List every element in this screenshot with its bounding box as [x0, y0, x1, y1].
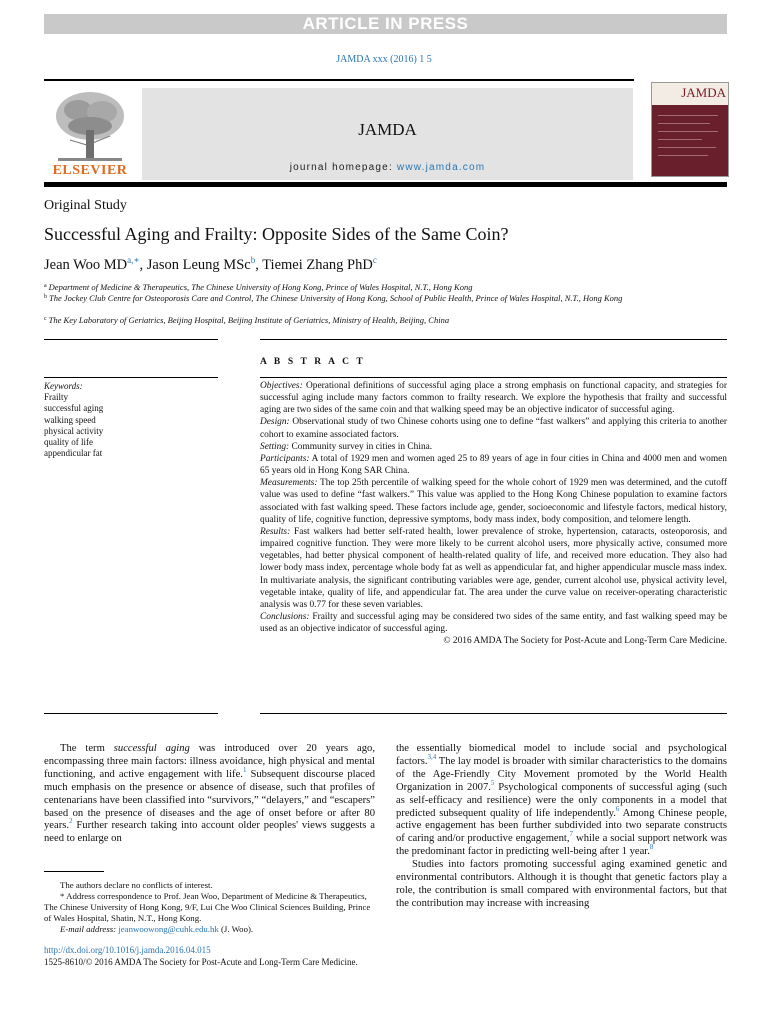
abstract-section	[260, 477, 727, 526]
keyword[interactable]: Frailty	[44, 392, 68, 402]
homepage-label: journal homepage:	[289, 162, 397, 173]
author-separator: ,	[139, 257, 147, 273]
abstract-heading: A B S T R A C T	[260, 357, 366, 367]
body-text: was introduced over 20 years ago, encompassing three main factors: illness avoidance, high physical and mental functioning, and active engagement with life.	[44, 743, 376, 780]
author-affiliation-mark[interactable]: a,∗	[127, 255, 140, 265]
author-name: Jean Woo MD	[44, 257, 128, 273]
doi-link[interactable]: http://dx.doi.org/10.1016/j.jamda.2016.04.015	[44, 945, 211, 955]
abstract-copyright: © 2016 AMDA The Society for Post-Acute and Long-Term Care Medicine.	[443, 636, 727, 647]
footnote-conflicts: The authors declare no conflicts of interest.	[60, 880, 213, 890]
abstract-body	[260, 380, 727, 647]
reference-link[interactable]: 8	[649, 843, 654, 852]
abstract-text: Frailty and successful aging may be considered two sides of the same entity, and fast walking speed may be used as an objective indicator of successful aging.	[260, 611, 727, 635]
footnote-address: * Address correspondence to Prof. Jean Woo, Department of Medicine & Therapeutics, The Chinese University of Hong Kong, 9/F, Lui Che Woo Clinical Sciences Building, Prince of Wales Hospital, Shatin, N.T., Hong Kong.	[44, 891, 371, 923]
email-suffix: (J. Woo).	[218, 924, 254, 934]
abstract-label: Measurements:	[260, 478, 318, 489]
abstract-section	[260, 526, 727, 611]
abstract-rule	[260, 377, 727, 378]
affiliation-mark: b	[44, 294, 47, 300]
body-text: while a social support network was the predominant factor in predicting well-being after 1 year.	[396, 833, 727, 858]
article-type: Original Study	[44, 198, 127, 213]
abstract-label: Results:	[260, 526, 291, 537]
body-column-right	[396, 743, 727, 911]
publisher-name: ELSEVIER	[52, 163, 128, 178]
issn-copyright: 1525-8610/© 2016 AMDA The Society for Post-Acute and Long-Term Care Medicine.	[44, 957, 358, 967]
journal-citation: JAMDA xxx (2016) 1 5	[336, 54, 432, 65]
body-paragraph: Studies into factors promoting successful aging examined genetic and environmental contributors. Although it is thought that genetic factors play a role, the contribution is small compared with environmental factors, but that the contribution may increase with increasing	[396, 859, 727, 909]
abstract-text: The top 25th percentile of walking speed for the whole cohort of 1929 men was determined, and the cutoff value was used to define “fast walkers.” This value was applied to the Hong Kong Chinese population to examine factors associated with fast walking speed. These factors include age, gender, socioeconomic and lifestyle factors, medical history, quality of life, cognitive function, depressive symptoms, body mass index, body composition, and telomere length.	[260, 478, 727, 525]
reference-link[interactable]: 3,4	[427, 752, 437, 761]
abstract-text: Observational study of two Chinese cohorts using one to define “fast walkers” and applying this criteria to another cohort to examine associated factors.	[260, 417, 727, 440]
keywords-rule	[44, 377, 218, 378]
author-separator: ,	[255, 257, 263, 273]
abstract-section	[260, 380, 727, 416]
abstract-label: Objectives:	[260, 381, 303, 391]
cover-text-line	[658, 139, 702, 140]
author-list	[44, 255, 377, 274]
footnotes	[44, 880, 375, 935]
author-affiliation-mark[interactable]: c	[372, 255, 377, 265]
abstract-label: Conclusions:	[260, 611, 310, 622]
affiliation-mark: c	[44, 316, 47, 322]
affiliation-mark: a	[44, 283, 47, 289]
affiliation-text: The Key Laboratory of Geriatrics, Beijing Hospital, Beijing Institute of Geriatrics, Ministry of Health, Beijing, China	[48, 315, 450, 325]
body-left-rule	[44, 713, 218, 714]
reference-link[interactable]: 2	[69, 817, 73, 826]
body-text: Further research taking into account older peoples' views suggests a need to enlarge on	[44, 820, 375, 845]
body-text: the essentially biomedical model to include social and psychological factors.	[396, 743, 727, 767]
homepage-link[interactable]: www.jamda.com	[396, 162, 486, 173]
affiliation	[44, 292, 644, 304]
abstract-section	[260, 441, 727, 453]
cover-text-line	[658, 131, 718, 132]
article-in-press-banner: ARTICLE IN PRESS	[44, 14, 727, 34]
author-name: Tiemei Zhang PhD	[262, 257, 373, 273]
abstract-top-rule	[260, 339, 727, 340]
footnote-rule	[44, 871, 104, 872]
body-text: The term	[60, 743, 114, 754]
keywords-list	[44, 392, 103, 460]
keyword[interactable]: appendicular fat	[44, 448, 103, 459]
keyword[interactable]: quality of life	[44, 437, 93, 448]
header-rule	[44, 79, 634, 81]
abstract-section	[260, 453, 727, 477]
cover-text-line	[658, 147, 716, 148]
reference-link[interactable]: 1	[242, 765, 247, 774]
body-column-left	[44, 743, 375, 846]
body-right-rule	[260, 713, 727, 714]
affiliation-text: Department of Medicine & Therapeutics, The Chinese University of Hong Kong, Prince of Wales Hospital, N.T., Hong Kong	[48, 282, 473, 292]
abstract-label: Setting:	[260, 441, 290, 452]
reference-link[interactable]: 6	[615, 804, 620, 813]
journal-title: JAMDA	[358, 120, 417, 139]
body-text: Subsequent discourse placed much emphasis on the presence or absence of disease, such that profiles of centenarians have been classified into “survivors,” “delayers,” and “escapers” based on the presence of diseases and the age of onset before or after 80 years.	[44, 768, 375, 832]
abstract-text: Fast walkers had better self-rated health, lower prevalence of stroke, hypertension, cataracts, osteoporosis, and impaired cognitive function. They were more likely to be current alcohol users, more physically active, consumed more vegetables, had better physical component of health-related quality of life, and received more education. They also had lower body mass index, percentage whole body fat as well as appendicular fat, and higher appendicular muscle mass index. In multivariate analysis, the significant contributing variables were age, gender, current alcohol use, physical activity level, vegetable intake, quality of life, and appendicular fat. The area under the curve value on receiver-operating characteristic analysis was 0.77 for these seven variables.	[260, 526, 727, 610]
abstract-section	[260, 416, 727, 440]
cover-text-line	[658, 155, 708, 156]
body-emphasis: successful aging	[113, 743, 190, 754]
journal-homepage	[142, 162, 633, 173]
cover-text-line	[658, 115, 718, 116]
header-thick-rule	[44, 182, 727, 187]
reference-link[interactable]: 7	[569, 830, 574, 839]
body-text: Among Chinese people, active engagement has been further subdivided into two separate constructs of caring and/or productive engagement,	[396, 807, 727, 845]
author-affiliation-mark[interactable]: b	[250, 255, 256, 265]
abstract-text: Community survey in cities in China.	[289, 441, 433, 452]
abstract-label: Design:	[260, 417, 290, 428]
abstract-section	[260, 611, 727, 635]
email-label: E-mail address:	[60, 924, 117, 934]
affiliation	[44, 314, 644, 326]
reference-link[interactable]: 5	[490, 778, 495, 787]
body-paragraph	[44, 743, 375, 846]
keyword[interactable]: walking speed	[44, 414, 96, 425]
keyword[interactable]: physical activity	[44, 425, 104, 436]
article-title: Successful Aging and Frailty: Opposite Sides of the Same Coin?	[44, 224, 509, 244]
email-link[interactable]: jeanwoowong@cuhk.edu.hk	[118, 924, 219, 934]
cover-title: JAMDA	[681, 85, 726, 100]
body-text: The lay model is broader with similar characteristics to the domains of the Age-Friendly City Movement promoted by the World Health Organization in 2007.	[396, 755, 727, 793]
keyword[interactable]: successful aging	[44, 403, 104, 414]
footnote-email	[44, 924, 375, 935]
abstract-label: Participants:	[260, 453, 310, 464]
abstract-text: A total of 1929 men and women aged 25 to 89 years of age in four cities in China and 4000 men and women 65 years old in Hong Kong SAR China.	[260, 453, 727, 477]
abstract-text: Operational definitions of successful aging place a strong emphasis on functional capacity, and strategies for successful aging include many factors common to frailty research. We explore the hypothesis that frailty and successful aging are two sides of the same coin and that walking speed may be an objective indicator of successful aging.	[260, 381, 727, 416]
cover-text-line	[658, 123, 710, 124]
author-name: Jason Leung MSc	[146, 257, 251, 273]
journal-cover-thumbnail	[651, 82, 729, 177]
body-text: Psychological components of successful aging (such as self-efficacy and resilience) were the only components in a model that predicted subsequent quality of life independently.	[396, 781, 728, 819]
keywords-heading: Keywords:	[44, 381, 83, 391]
affiliation-text: The Jockey Club Centre for Osteoporosis Care and Control, The Chinese University of Hong Kong, School of Public Health, Prince of Wales Hospital, N.T., Hong Kong	[49, 293, 623, 303]
body-paragraph	[396, 743, 727, 859]
article-info-rule	[44, 339, 218, 340]
